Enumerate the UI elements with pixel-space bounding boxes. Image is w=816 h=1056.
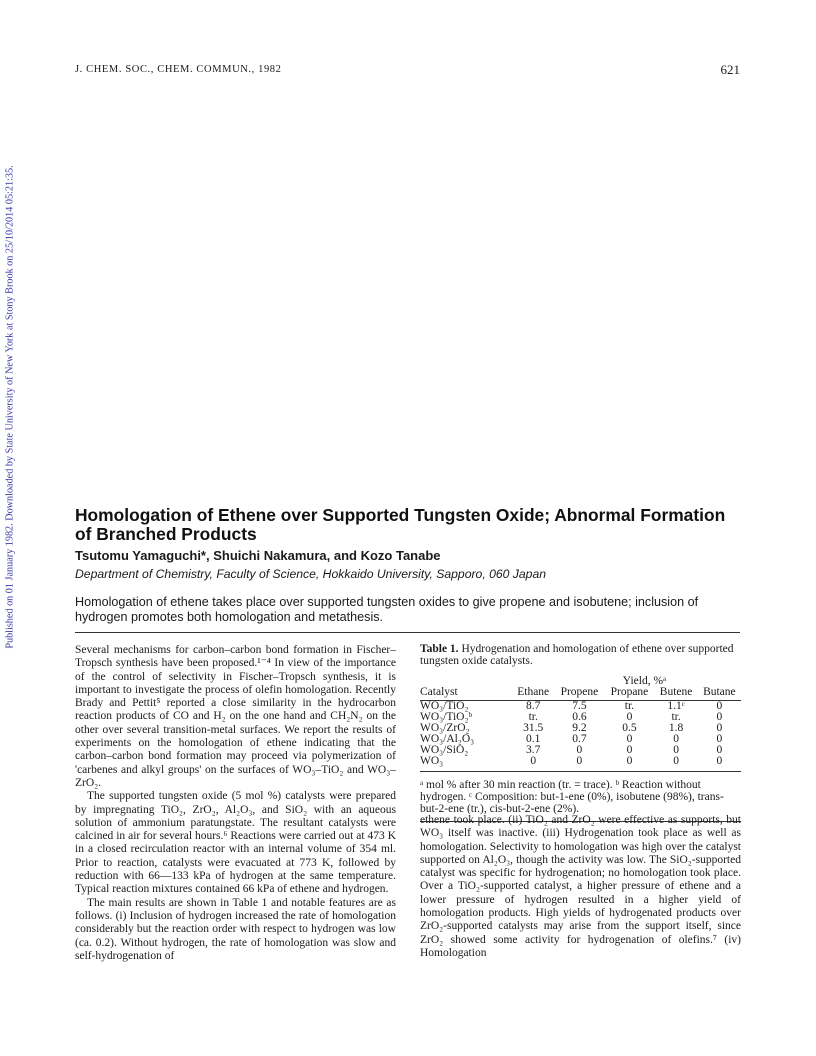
abstract: Homologation of ethene takes place over supported tungsten oxides to give propene and isobutene; inclusion of hydrogen promotes both homologation and metathesis. (75, 595, 699, 624)
table-cell: WO₃/Al₂O₃ (420, 732, 475, 745)
body-paragraph: ethene took place. (ii) TiO₂ and ZrO₂ were effective as supports, but WO₃ itself was inactive. (iii) Hydrogenation took place as well as homologation. Selectivity to homologation was high over the catalyst supported on Al₂O₃, though the activity was low. The SiO₂-supported catalyst was specific for hydrogenation; no homologation took place. Over a TiO₂-supported catalyst, a higher pressure of ethene and a lower pressure of hydrogen resulted in a higher yield of homologation products. High yields of hydrogenated products over ZrO₂-supported catalysts may arise from the support itself, since ZrO₂ showed some activity for hydrogenation of olefins.⁷ (iv) Homologation (420, 814, 741, 959)
body-paragraph: The main results are shown in Table 1 and notable features are as follows. (i) Inclusion of hydrogen increased the rate of homologation considerably but the reaction order with respect to hydrogen was low (ca. 0.2). Without hydrogen, the rate of homologation was slow and self-hydrogenation of (75, 896, 396, 962)
journal-citation: J. CHEM. SOC., CHEM. COMMUN., 1982 (75, 64, 282, 75)
table-cell: 0 (673, 743, 679, 756)
body-column-left (75, 644, 396, 963)
column-header: Ethane (517, 685, 550, 698)
table-cell: 0 (626, 754, 633, 767)
table-caption (420, 643, 741, 668)
table-header-row (420, 687, 741, 701)
table-cell: tr. (528, 710, 538, 723)
table-row (420, 712, 741, 723)
section-divider (75, 632, 740, 633)
column-header: Butane (703, 685, 736, 698)
table-cell: 0 (716, 743, 723, 756)
table-cell: 0.5 (622, 721, 637, 734)
table-cell: 0 (576, 743, 583, 756)
author-list: Tsutomu Yamaguchi*, Shuichi Nakamura, and Kozo Tanabe (75, 548, 441, 563)
table-row (420, 734, 741, 745)
body-column-right (420, 814, 741, 960)
table-caption-label: Table 1. (420, 643, 459, 655)
page-number: 621 (720, 62, 740, 77)
column-header: Propane (610, 685, 649, 698)
affiliation: Department of Chemistry, Faculty of Science, Hokkaido University, Sapporo, 060 Japan (75, 567, 547, 581)
table-cell: 7.5 (572, 699, 587, 712)
table-cell: 0.6 (572, 710, 587, 723)
table-cell: 0.1 (526, 732, 541, 745)
table-cell: 1.1ᶜ (667, 699, 685, 712)
download-watermark-text: Published on 01 January 1982. Downloaded by State University of New York at Stony Brook on 25/10/2014 05:21:35. (4, 165, 16, 649)
table-group-header-row (420, 676, 741, 687)
table-cell: 0 (716, 699, 723, 712)
table-block (420, 643, 741, 822)
table-cell: 3.7 (526, 743, 541, 756)
download-watermark (1, 150, 19, 665)
table-cell: 0 (673, 732, 679, 745)
table-cell: WO₃ (420, 754, 444, 767)
table-cell: WO₃/TiO₂ (420, 699, 469, 712)
table-cell: 31.5 (523, 721, 544, 734)
table-cell: tr. (624, 699, 635, 712)
yield-header: Yield, %ᵃ (622, 674, 667, 687)
table-cell: WO₃/TiO₂ᵇ (420, 710, 473, 723)
table-row (420, 723, 741, 734)
body-paragraph: Several mechanisms for carbon–carbon bond formation in Fischer–Tropsch synthesis have been proposed.¹⁻⁴ In view of the importance of the control of selectivity in Fischer–Tropsch synthesis, it is important to investigate the process of olefin homologation. Recently Brady and Pettit⁵ reported a close similarity in the hydrocarbon reaction products of CO and H₂ on the one hand and CH₂N₂ on the other over several transition-metal surfaces. We report the results of experiments on the homologation of ethene indicating that the carbon–carbon bond formation may proceed via polymerization of 'carbenes and alkyl groups' on the surfaces of WO₃–TiO₂ and WO₃–ZrO₂. (75, 644, 396, 789)
table-row (420, 756, 741, 772)
table-cell: 9.2 (572, 721, 587, 734)
running-header (75, 64, 740, 80)
table-row (420, 700, 741, 712)
column-header: Propene (560, 685, 599, 698)
table-cell: 0 (716, 721, 723, 734)
table-cell: 0 (576, 754, 583, 767)
table-cell: WO₃/ZrO₂ (420, 721, 470, 734)
table-caption-text: Hydrogenation and homologation of ethene over supported tungsten oxide catalysts. (420, 643, 734, 668)
table-cell: 0 (716, 732, 723, 745)
table-cell: 0 (626, 732, 633, 745)
table-cell: 0 (673, 754, 679, 767)
column-header: Butene (659, 685, 693, 698)
table-row (420, 745, 741, 756)
table-cell: 8.7 (526, 699, 541, 712)
table-cell: 0 (716, 710, 723, 723)
table-footnotes: ᵃ mol % after 30 min reaction (tr. = trace). ᵇ Reaction without hydrogen. ᶜ Composition: but-1-ene (0%), isobutene (98%), trans-but-2-ene (tr.), cis-but-2-ene (2%). (420, 778, 724, 816)
table-cell: 0 (716, 754, 723, 767)
table-cell: WO₃/SiO₂ (420, 743, 469, 756)
table-cell: 0 (530, 754, 537, 767)
table-cell: tr. (671, 710, 681, 723)
table-cell: 0.7 (572, 732, 587, 745)
table-cell: 1.8 (668, 721, 684, 734)
table-cell: 0 (626, 710, 633, 723)
body-paragraph: The supported tungsten oxide (5 mol %) catalysts were prepared by impregnating TiO₂, ZrO₂, Al₂O₃, and SiO₂ with an aqueous solution of ammonium paratungstate. The resultant catalysts were calcined in air for several hours.⁶ Reactions were carried out at 473 K in a closed recirculation reactor with an internal volume of 354 ml. Prior to reaction, catalysts were evacuated at 773 K, followed by reduction with 66—133 kPa of hydrogen at the same temperature. Typical reaction mixtures contained 66 kPa of ethene and hydrogen. (75, 790, 396, 896)
results-table (420, 676, 741, 772)
column-header: Catalyst (420, 685, 458, 698)
table-cell: 0 (626, 743, 633, 756)
article-title: Homologation of Ethene over Supported Tungsten Oxide; Abnormal Formation of Branched Products (75, 505, 726, 544)
